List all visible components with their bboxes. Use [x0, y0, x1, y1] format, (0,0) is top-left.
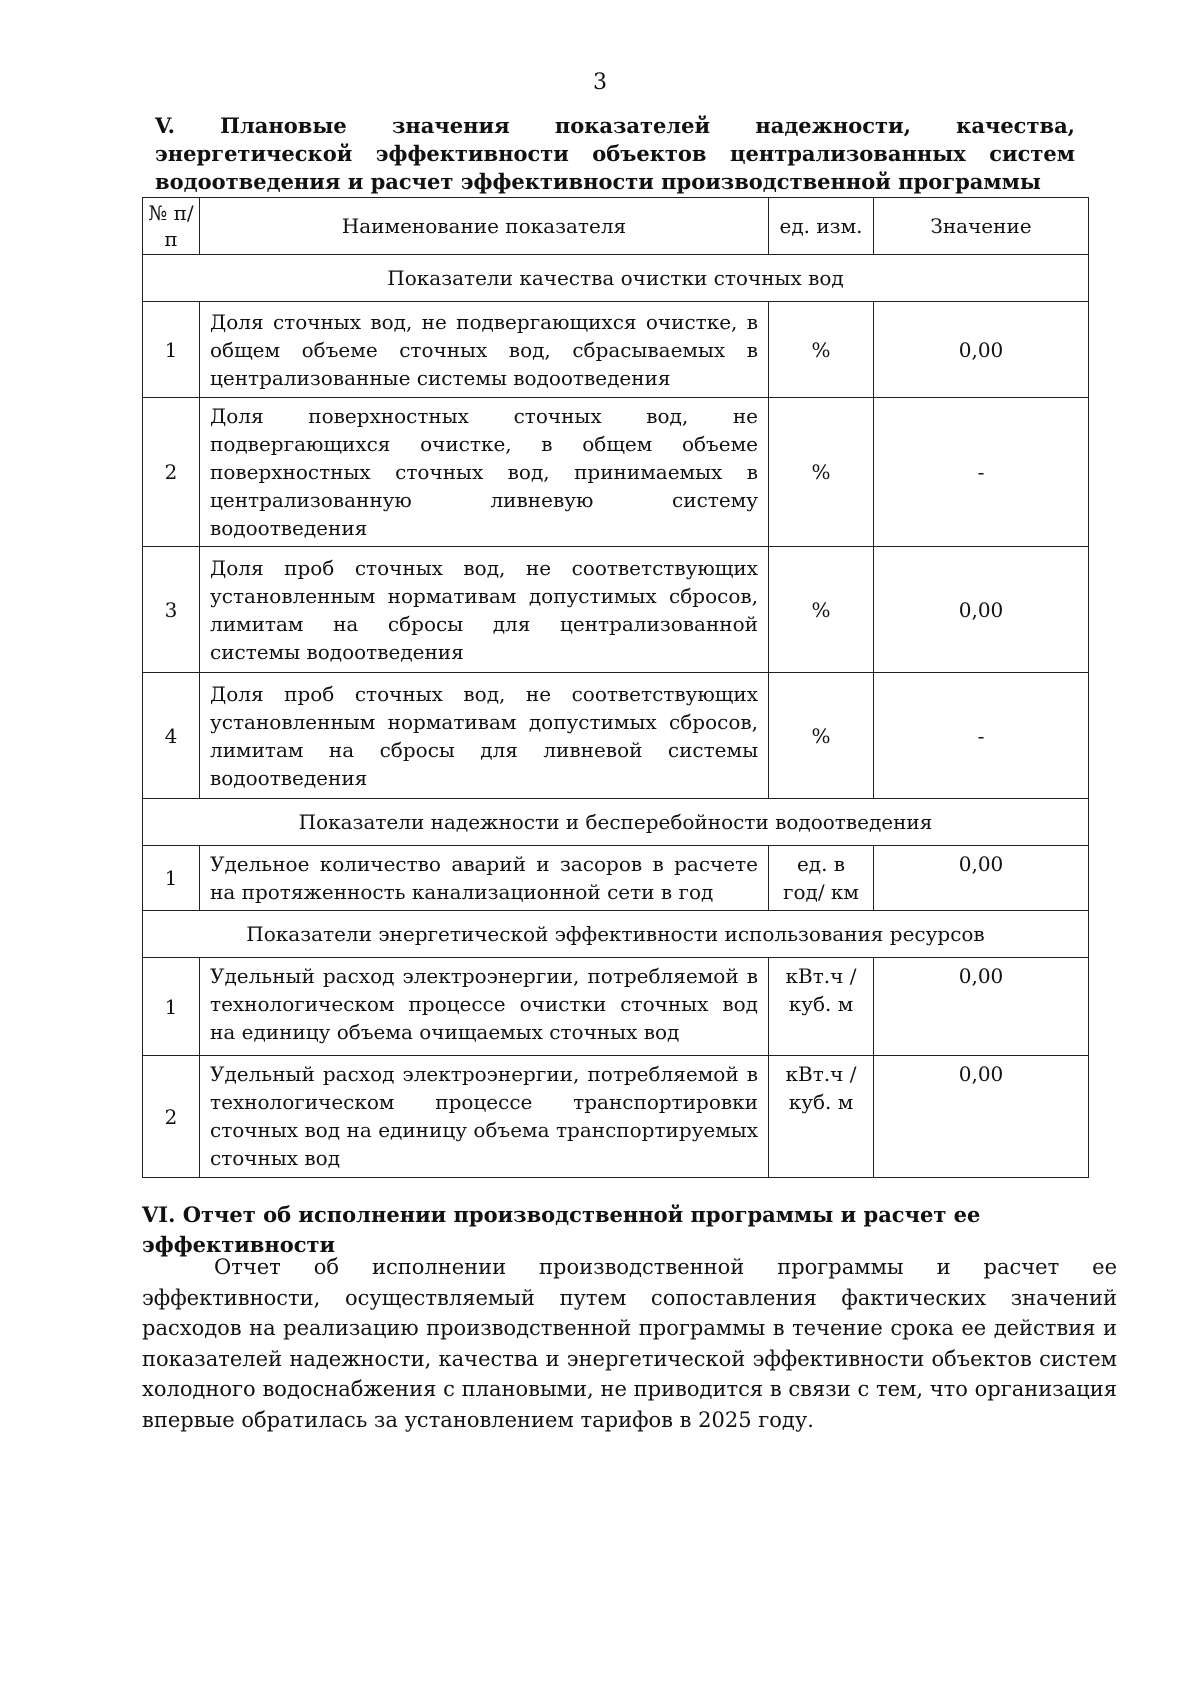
row-value: -: [874, 398, 1089, 547]
row-num: 1: [143, 846, 200, 911]
table-row: [143, 547, 1089, 673]
row-unit: %: [769, 547, 874, 673]
section-6-title: VI. Отчет об исполнении производственной программы и расчет ее эффективности: [142, 1202, 981, 1257]
row-unit: %: [769, 398, 874, 547]
table-row: [143, 958, 1089, 1056]
row-num: 2: [143, 398, 200, 547]
group-title-energy: Показатели энергетической эффективности использования ресурсов: [143, 911, 1089, 958]
table-row: [143, 302, 1089, 398]
row-value: 0,00: [874, 846, 1089, 911]
row-name: Доля сточных вод, не подвергающихся очистке, в общем объеме сточных вод, сбрасываемых в централизованные системы водоотведения: [200, 302, 769, 398]
table-row: [143, 398, 1089, 547]
group-title-reliability: Показатели надежности и бесперебойности водоотведения: [143, 799, 1089, 846]
table-row: [143, 673, 1089, 799]
header-num: № п/п: [143, 198, 200, 255]
row-name: Удельное количество аварий и засоров в расчете на протяженность канализационной сети в год: [200, 846, 769, 911]
row-name: Удельный расход электроэнергии, потребляемой в технологическом процессе транспортировки сточных вод на единицу объема транспортируемых сточных вод: [200, 1056, 769, 1178]
row-name: Доля проб сточных вод, не соответствующих установленным нормативам допустимых сбросов, лимитам на сбросы для ливневой системы водоотведения: [200, 673, 769, 799]
section-5-title: V. Плановые значения показателей надежности, качества, энергетической эффективности объектов централизованных систем водоотведения и расчет эффективности производственной программы: [155, 113, 1075, 194]
table-header-row: [143, 198, 1089, 255]
group-row: [143, 255, 1089, 302]
row-value: 0,00: [874, 547, 1089, 673]
table-row: [143, 1056, 1089, 1178]
header-unit: ед. изм.: [769, 198, 874, 255]
row-unit: кВт.ч / куб. м: [769, 958, 874, 1056]
row-num: 3: [143, 547, 200, 673]
page-number: 3: [593, 70, 607, 95]
header-name: Наименование показателя: [200, 198, 769, 255]
row-unit: %: [769, 673, 874, 799]
row-name: Доля поверхностных сточных вод, не подвергающихся очистке, в общем объеме поверхностных сточных вод, принимаемых в централизованную ливневую систему водоотведения: [200, 398, 769, 547]
row-value: 0,00: [874, 302, 1089, 398]
row-value: -: [874, 673, 1089, 799]
section-6-paragraph: Отчет об исполнении производственной программы и расчет ее эффективности, осуществляемый путем сопоставления фактических значений расходов на реализацию производственной программы в течение срока ее действия и показателей надежности, качества и энергетической эффективности объектов систем холодного водоснабжения с плановыми, не приводится в связи с тем, что организация впервые обратилась за установлением тарифов в 2025 году.: [142, 1255, 1117, 1432]
row-value: 0,00: [874, 1056, 1089, 1178]
row-unit: кВт.ч / куб. м: [769, 1056, 874, 1178]
group-title-quality: Показатели качества очистки сточных вод: [143, 255, 1089, 302]
header-value: Значение: [874, 198, 1089, 255]
row-num: 2: [143, 1056, 200, 1178]
group-row: [143, 799, 1089, 846]
row-num: 4: [143, 673, 200, 799]
row-num: 1: [143, 302, 200, 398]
table-row: [143, 846, 1089, 911]
group-row: [143, 911, 1089, 958]
row-unit: ед. в год/ км: [769, 846, 874, 911]
row-num: 1: [143, 958, 200, 1056]
row-unit: %: [769, 302, 874, 398]
row-name: Доля проб сточных вод, не соответствующих установленным нормативам допустимых сбросов, лимитам на сбросы для централизованной системы водоотведения: [200, 547, 769, 673]
row-name: Удельный расход электроэнергии, потребляемой в технологическом процессе очистки сточных вод на единицу объема очищаемых сточных вод: [200, 958, 769, 1056]
row-value: 0,00: [874, 958, 1089, 1056]
indicators-table: [142, 197, 1089, 1178]
